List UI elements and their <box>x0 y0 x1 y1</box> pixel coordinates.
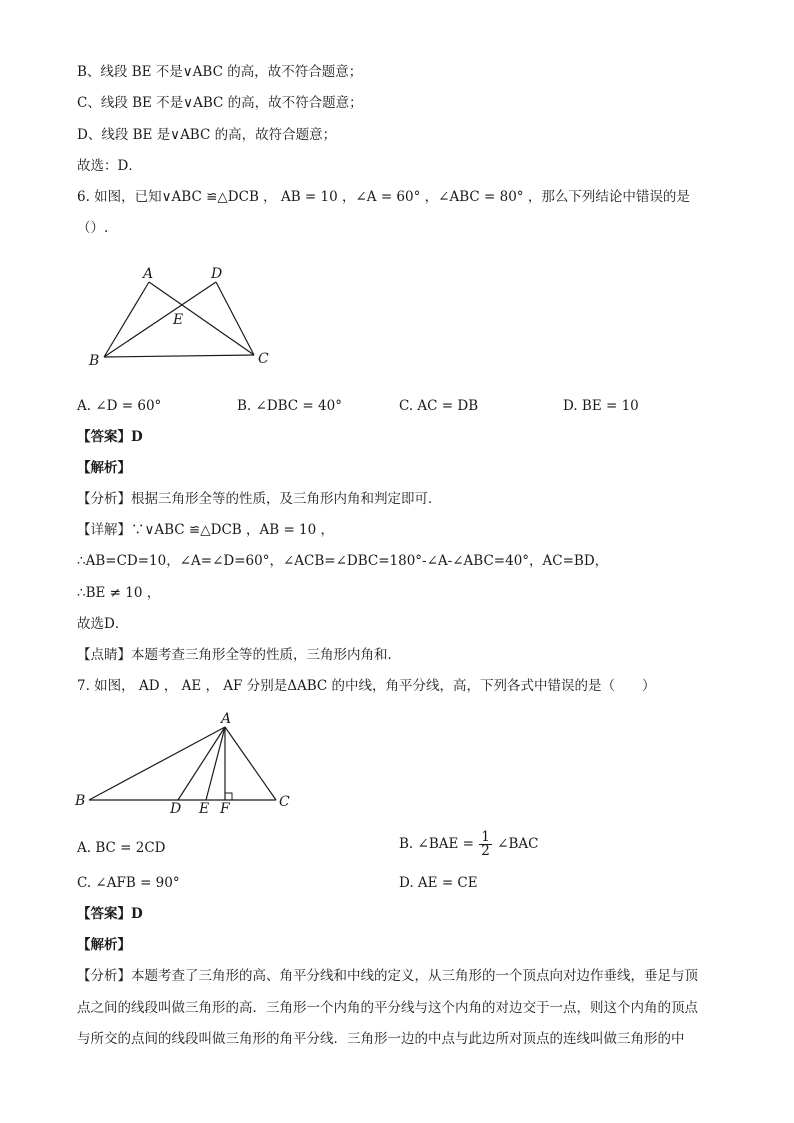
right-angle-mark <box>225 793 232 800</box>
option-c: C. ∠AFB = 90° <box>77 875 180 891</box>
option-a: A. ∠D = 60° <box>77 398 162 414</box>
label-A: A <box>143 266 154 282</box>
option-b <box>399 831 538 858</box>
label-B: B <box>89 353 100 369</box>
detail-text: ∴AB=CD=10，∠A=∠D=60°，∠ACB=∠DBC=180°-∠A-∠ABC=40°，AC=BD， <box>77 553 609 569</box>
option-a: A. BC = 2CD <box>77 840 166 856</box>
question-7-stem: 7. 如图， AD ， AE ， AF 分别是ΔABC 的中线，角平分线，高，下列各式中错误的是（ ） <box>77 678 656 694</box>
fraction-numerator: 1 <box>481 829 490 845</box>
question-6-figure <box>85 262 285 372</box>
label-F: F <box>220 801 230 817</box>
segment-AC <box>225 727 276 800</box>
text-line: B、线段 BE 不是∨ABC 的高，故不符合题意； <box>77 64 363 80</box>
label-D: D <box>211 266 223 282</box>
segment-DC <box>216 282 254 355</box>
detail-text: 【详解】∵∨ABC ≌△DCB ，AB = 10 ， <box>77 522 335 538</box>
question-6-stem: 6. 如图，已知∨ABC ≌△DCB ， AB = 10 ，∠A = 60° ，∠ABC = 80° ，那么下列结论中错误的是 <box>77 189 690 205</box>
option-d: D. AE = CE <box>399 875 478 891</box>
analysis-text: 点之间的线段叫做三角形的高．三角形一个内角的平分线与这个内角的对边交于一点，则这个内角的顶点 <box>77 1000 698 1016</box>
option-b-suffix: ∠BAC <box>497 836 539 852</box>
segment-AD <box>178 727 225 800</box>
answer-label: 【答案】D <box>77 906 143 922</box>
analysis-text: 【分析】本题考查了三角形的高、角平分线和中线的定义，从三角形的一个顶点向对边作垂线，垂足与顶 <box>77 968 698 984</box>
segment-BC <box>104 355 254 357</box>
segment-AE <box>206 727 225 800</box>
detail-text: ∴BE ≠ 10 ， <box>77 585 161 601</box>
label-C: C <box>258 351 269 367</box>
label-C: C <box>279 794 290 810</box>
comment-text: 【点睛】本题考查三角形全等的性质，三角形内角和． <box>77 647 401 663</box>
label-B: B <box>75 793 86 809</box>
segment-AC <box>149 282 254 355</box>
answer-label: 【答案】D <box>77 429 143 445</box>
label-E: E <box>199 801 210 817</box>
text-line: 故选：D． <box>77 158 142 174</box>
fraction-one-half <box>479 831 492 858</box>
segment-BD <box>104 282 216 357</box>
analysis-title: 【解析】 <box>77 937 131 953</box>
option-b-prefix: B. ∠BAE = <box>399 836 474 852</box>
analysis-text: 与所交的点间的线段叫做三角形的角平分线．三角形一边的中点与此边所对顶点的连线叫做三角形的中 <box>77 1031 685 1047</box>
option-c: C. AC = DB <box>399 398 479 414</box>
text-line: D、线段 BE 是∨ABC 的高，故符合题意； <box>77 127 337 143</box>
option-d: D. BE = 10 <box>563 398 639 414</box>
text-line: C、线段 BE 不是∨ABC 的高，故不符合题意； <box>77 95 363 111</box>
label-D: D <box>170 801 182 817</box>
fraction-denominator: 2 <box>481 843 490 859</box>
segment-AB <box>89 727 225 800</box>
analysis-title: 【解析】 <box>77 460 131 476</box>
question-7-figure <box>72 707 302 817</box>
label-A: A <box>221 711 232 727</box>
analysis-text: 【分析】根据三角形全等的性质，及三角形内角和判定即可． <box>77 491 442 507</box>
option-b: B. ∠DBC = 40° <box>237 398 342 414</box>
question-6-stem-cont: （）. <box>77 220 109 236</box>
label-E: E <box>173 312 184 328</box>
choose-text: 故选D． <box>77 616 129 632</box>
segment-BA <box>104 282 149 357</box>
